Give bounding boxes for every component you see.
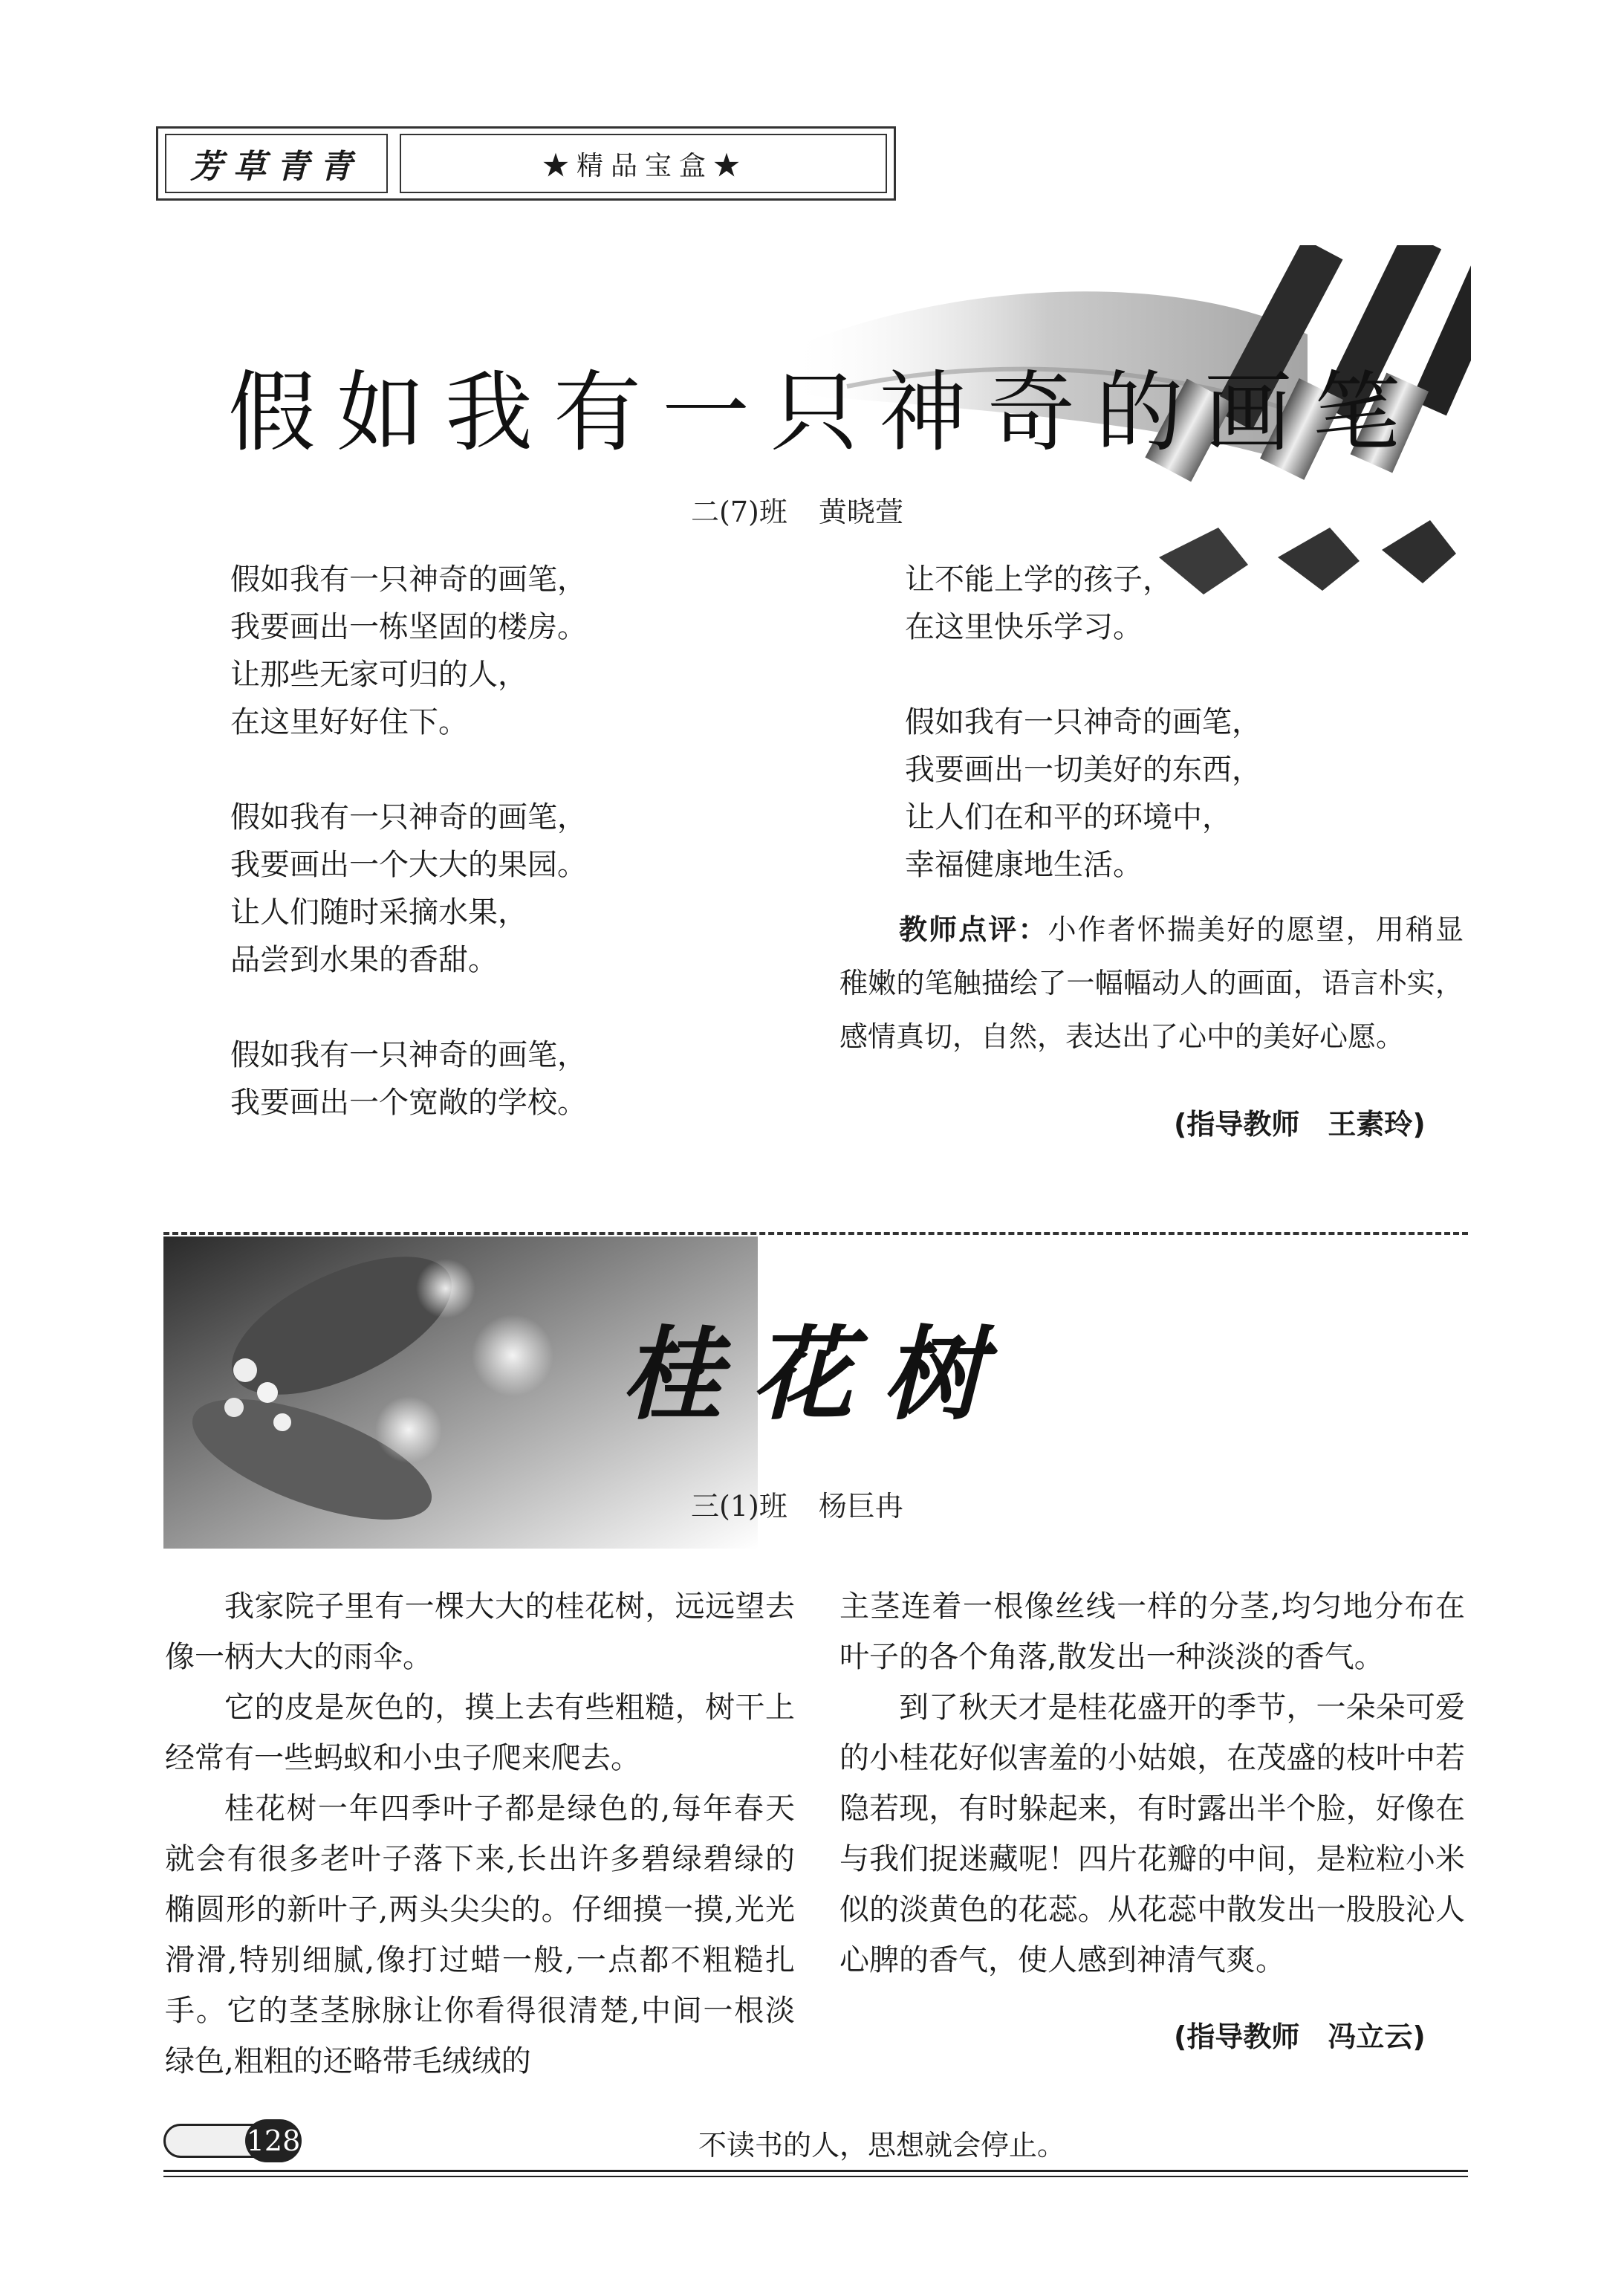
stanza	[905, 556, 1261, 651]
poem-left-column	[230, 556, 587, 1174]
poem-line: 假如我有一只神奇的画笔，	[230, 563, 587, 597]
page-number: 128	[245, 2119, 302, 2162]
paragraph: 到了秋天才是桂花盛开的季节，一朵朵可爱的小桂花好似害羞的小姑娘，在茂盛的枝叶中若隐若现，有时躲起来，有时露出半个脸，好像在与我们捉迷藏呢！四片花瓣的中间，是粒粒小米似的淡黄色的花蕊。从花蕊中散发出一股股沁人心脾的香气，使人感到神清气爽。	[839, 1691, 1465, 1977]
poem-line: 我要画出一栋坚固的楼房。	[230, 610, 587, 644]
essay-right-column	[839, 1581, 1465, 1986]
poem-author: 黄晓萱	[818, 496, 903, 528]
essay-class: 三(1)班	[691, 1490, 787, 1523]
poem-line: 在这里快乐学习。	[905, 610, 1143, 644]
poem-right-column	[905, 556, 1261, 889]
poem-line: 让不能上学的孩子，	[905, 563, 1172, 597]
poem-byline	[691, 489, 903, 530]
poem-line: 我要画出一切美好的东西，	[905, 753, 1261, 787]
poem-line: 让那些无家可归的人，	[230, 658, 527, 692]
essay-title: 桂花树	[621, 1315, 1013, 1434]
column-subtitle: ★精品宝盒★	[542, 150, 747, 181]
stanza	[230, 794, 587, 984]
essay-byline	[691, 1483, 903, 1524]
poem-teacher-signature: (指导教师 王素玲)	[1174, 1108, 1426, 1141]
poem-line: 我要画出一个宽敞的学校。	[230, 1086, 587, 1120]
footer-motto: 不读书的人，思想就会停止。	[698, 2129, 1066, 2162]
stanza	[230, 1031, 587, 1127]
poem-line: 在这里好好住下。	[230, 705, 468, 739]
paragraph: 桂花树一年四季叶子都是绿色的,每年春天就会有很多老叶子落下来,长出许多碧绿碧绿的椭圆形的新叶子,两头尖尖的。仔细摸一摸,光光滑滑,特别细腻,像打过蜡一般,一点都不粗糙扎手。它的茎茎脉脉让你看得很清楚,中间一根淡绿色,粗粗的还略带毛绒绒的	[165, 1792, 795, 2078]
paragraph-continuation: 主茎连着一根像丝线一样的分茎,均匀地分布在叶子的各个角落,散发出一种淡淡的香气。	[839, 1589, 1465, 1674]
poem-line: 品尝到水果的香甜。	[230, 943, 498, 977]
poem-line: 假如我有一只神奇的画笔，	[230, 800, 587, 834]
poem-title: 假如我有一只神奇的画笔	[227, 361, 1421, 464]
poem-line: 让人们随时采摘水果，	[230, 895, 527, 930]
column-name: 芳草青青	[190, 148, 363, 186]
poem-class: 二(7)班	[691, 496, 787, 528]
poem-line: 我要画出一个大大的果园。	[230, 848, 587, 882]
section-divider	[163, 1232, 1468, 1235]
poem-line: 假如我有一只神奇的画笔，	[905, 705, 1261, 739]
paragraph: 我家院子里有一棵大大的桂花树，远远望去像一柄大大的雨伞。	[165, 1589, 795, 1674]
essay-author: 杨巨冉	[818, 1490, 903, 1523]
stanza	[905, 698, 1261, 889]
poem-line: 假如我有一只神奇的画笔，	[230, 1038, 587, 1072]
poem-line: 让人们在和平的环境中，	[905, 800, 1232, 834]
footer-rule-double	[163, 2176, 1468, 2177]
paragraph: 它的皮是灰色的，摸上去有些粗糙，树干上经常有一些蚂蚁和小虫子爬来爬去。	[165, 1691, 795, 1775]
comment-text: 小作者怀揣美好的愿望，用稍显稚嫩的笔触描绘了一幅幅动人的画面，语言朴实，感情真切，自然，表达出了心中的美好心愿。	[839, 913, 1464, 1053]
teacher-comment	[839, 903, 1464, 1063]
comment-label: 教师点评：	[899, 913, 1048, 946]
footer-rule	[163, 2170, 1468, 2172]
essay-teacher-signature: (指导教师 冯立云)	[1174, 2020, 1426, 2053]
stanza	[230, 556, 587, 746]
poem-line: 幸福健康地生活。	[905, 848, 1143, 882]
essay-left-column	[165, 1581, 795, 2087]
